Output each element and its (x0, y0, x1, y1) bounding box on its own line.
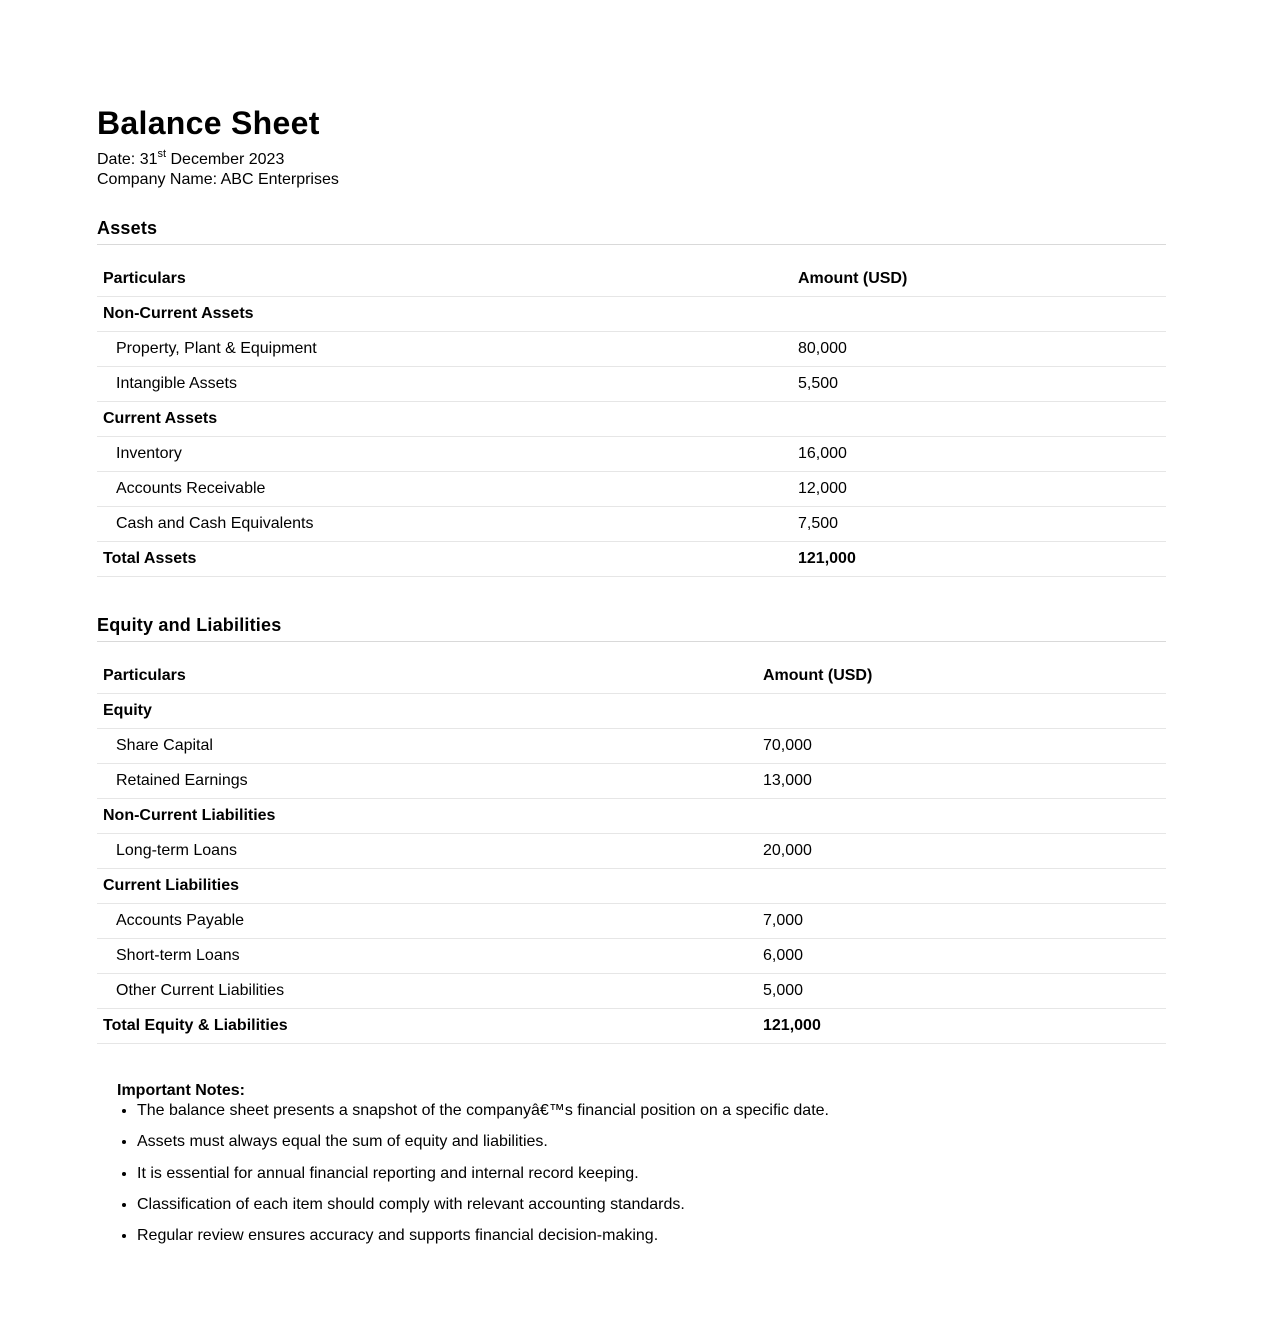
row-amount: 12,000 (792, 472, 1166, 507)
row-label: Share Capital (97, 729, 757, 764)
list-item: • The balance sheet presents a snapshot of the companyâ€™s financial position on a specific date. (137, 1101, 829, 1121)
row-label: Accounts Receivable (97, 472, 792, 507)
equity-liabilities-table-body (97, 694, 1166, 1044)
group-row (97, 402, 1166, 437)
row-amount: 70,000 (757, 729, 1166, 764)
assets-heading: Assets (97, 217, 1166, 245)
date-rest: December 2023 (166, 151, 285, 168)
list-item: • Assets must always equal the sum of equity and liabilities. (137, 1132, 829, 1152)
row-amount: 5,000 (757, 974, 1166, 1009)
row-label: Retained Earnings (97, 764, 757, 799)
table-header-row (97, 262, 1166, 297)
group-row (97, 694, 1166, 729)
row-label: Accounts Payable (97, 904, 757, 939)
row-amount (757, 869, 1166, 904)
row-amount: 16,000 (792, 437, 1166, 472)
notes-list (117, 1101, 829, 1246)
table-header-row (97, 659, 1166, 694)
equity-liabilities-heading: Equity and Liabilities (97, 614, 1166, 642)
table-row (97, 472, 1166, 507)
list-item: • It is essential for annual financial reporting and internal record keeping. (137, 1164, 829, 1184)
table-row (97, 437, 1166, 472)
table-row (97, 939, 1166, 974)
particulars-header: Particulars (97, 659, 757, 694)
row-label: Current Assets (97, 402, 792, 437)
notes-title: Important Notes: (117, 1082, 245, 1099)
row-amount: 7,500 (792, 507, 1166, 542)
page-title: Balance Sheet (97, 105, 320, 141)
row-label: Non-Current Liabilities (97, 799, 757, 834)
row-label: Total Equity & Liabilities (97, 1009, 757, 1044)
group-row (97, 869, 1166, 904)
row-amount: 121,000 (792, 542, 1166, 577)
date-superscript: st (157, 147, 167, 160)
amount-header: Amount (USD) (757, 659, 1166, 694)
date-label: Date: 31 (97, 151, 158, 168)
company-line: Company Name: ABC Enterprises (97, 171, 339, 188)
list-item: • Regular review ensures accuracy and supports financial decision-making. (137, 1226, 829, 1246)
row-label: Cash and Cash Equivalents (97, 507, 792, 542)
row-amount: 5,500 (792, 367, 1166, 402)
row-amount (757, 694, 1166, 729)
table-row (97, 367, 1166, 402)
row-amount: 7,000 (757, 904, 1166, 939)
row-amount (757, 799, 1166, 834)
row-amount: 13,000 (757, 764, 1166, 799)
row-amount: 80,000 (792, 332, 1166, 367)
table-row (97, 974, 1166, 1009)
particulars-header: Particulars (97, 262, 792, 297)
important-notes (117, 1081, 829, 1257)
group-row (97, 799, 1166, 834)
table-row (97, 904, 1166, 939)
assets-table-body (97, 297, 1166, 577)
row-amount: 121,000 (757, 1009, 1166, 1044)
total-row (97, 542, 1166, 577)
row-amount: 6,000 (757, 939, 1166, 974)
document-meta (97, 147, 339, 190)
row-label: Intangible Assets (97, 367, 792, 402)
amount-header: Amount (USD) (792, 262, 1166, 297)
date-line (97, 147, 339, 170)
table-row (97, 729, 1166, 764)
row-label: Property, Plant & Equipment (97, 332, 792, 367)
row-label: Current Liabilities (97, 869, 757, 904)
row-label: Total Assets (97, 542, 792, 577)
row-label: Other Current Liabilities (97, 974, 757, 1009)
assets-table (97, 262, 1166, 577)
table-row (97, 764, 1166, 799)
row-label: Long-term Loans (97, 834, 757, 869)
total-row (97, 1009, 1166, 1044)
list-item: • Classification of each item should comply with relevant accounting standards. (137, 1195, 829, 1215)
equity-liabilities-table (97, 659, 1166, 1044)
row-amount: 20,000 (757, 834, 1166, 869)
row-amount (792, 402, 1166, 437)
table-row (97, 507, 1166, 542)
row-label: Short-term Loans (97, 939, 757, 974)
group-row (97, 297, 1166, 332)
table-row (97, 834, 1166, 869)
row-label: Equity (97, 694, 757, 729)
table-row (97, 332, 1166, 367)
row-label: Non-Current Assets (97, 297, 792, 332)
row-label: Inventory (97, 437, 792, 472)
row-amount (792, 297, 1166, 332)
